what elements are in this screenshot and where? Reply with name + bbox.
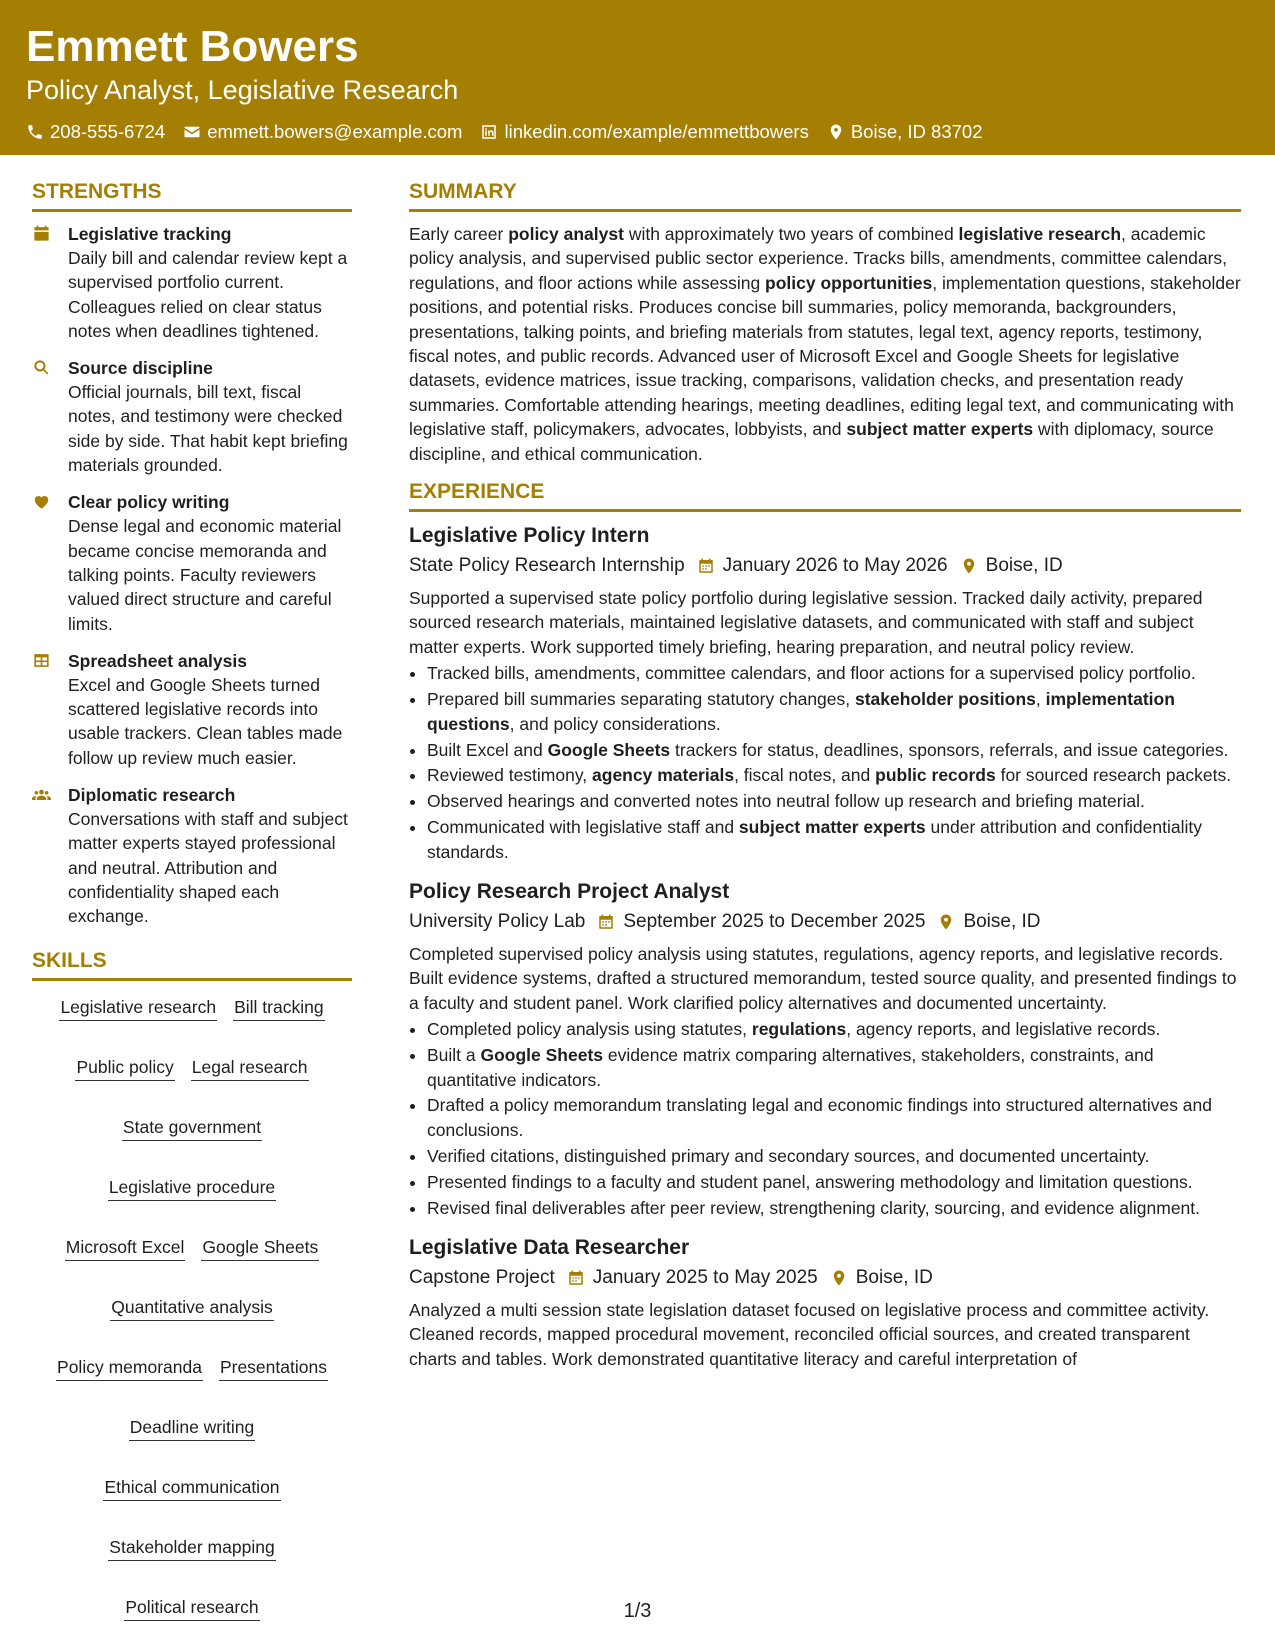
skill-tag: Quantitative analysis [110,1295,273,1321]
skill-tag: Microsoft Excel [65,1235,186,1261]
experience-heading: EXPERIENCE [409,478,1241,512]
contact-phone-text: 208-555-6724 [50,121,166,142]
job-bullet: • Completed policy analysis using statutes, regulations, agency reports, and legislative records. [427,1017,1241,1041]
strength-item [32,222,352,343]
skill-tag: Bill tracking [233,995,324,1021]
skill-tag: Public policy [75,1055,174,1081]
job-bullet: • Tracked bills, amendments, committee calendars, and floor actions for a supervised policy portfolio. [427,661,1241,685]
job-meta [409,552,1241,580]
strength-title: Clear policy writing [68,492,230,513]
skill-tag: Policy memoranda [56,1355,203,1381]
job-dates: January 2026 to May 2026 [722,555,948,577]
experience-list [409,522,1241,1371]
job-entry [409,522,1241,864]
job-description: Supported a supervised state policy portfolio during legislative session. Tracked daily activity, prepared sourced research materials, maintained legislative datasets, and communicated with staff and subject matter experts. Work supported timely briefing, hearing preparation, and neutral policy review. [409,588,1203,657]
strength-desc: Dense legal and economic material became concise memoranda and talking points. Faculty reviewers valued direct structure and careful limits. [68,516,342,634]
skill-tag: Legislative research [59,995,217,1021]
strength-item [32,649,352,770]
candidate-name: Emmett Bowers [26,22,359,71]
skill-tag: Deadline writing [129,1415,256,1441]
candidate-title: Policy Analyst, Legislative Research [26,75,459,105]
linkedin-icon [480,123,498,141]
job-bullet: • Drafted a policy memorandum translating legal and economic findings into structured alternatives and conclusions. [427,1093,1241,1142]
skill-tag: Stakeholder mapping [108,1535,275,1561]
summary-heading: SUMMARY [409,178,1241,212]
job-org: Capstone Project [409,1267,555,1288]
heart-icon [32,492,51,511]
skill-tag: Presentations [219,1355,328,1381]
strength-title: Spreadsheet analysis [68,650,247,671]
job-bullet: • Communicated with legislative staff and subject matter experts under attribution and confidentiality standards. [427,815,1241,864]
location-pin-icon [830,1269,848,1287]
contact-bar [26,120,1249,144]
job-bullet: • Prepared bill summaries separating statutory changes, stakeholder positions, implementation questions, and policy considerations. [427,687,1241,736]
skill-tag: Legislative procedure [108,1175,276,1201]
strength-desc: Excel and Google Sheets turned scattered legislative records into usable trackers. Clean tables made follow up review much easier. [68,674,343,768]
calendar-icon [32,224,51,243]
strength-desc: Official journals, bill text, fiscal notes, and testimony were checked side by side. That habit kept briefing materials grounded. [68,382,348,476]
envelope-icon [183,123,201,141]
job-bullet: • Built Excel and Google Sheets trackers for status, deadlines, sponsors, referrals, and issue categories. [427,738,1241,762]
job-meta [409,1264,1241,1292]
job-title: Legislative Policy Intern [409,524,650,548]
strengths-heading: STRENGTHS [32,178,352,212]
job-location: Boise, ID [985,555,1063,577]
job-bullet: • Revised final deliverables after peer review, strengthening clarity, sourcing, and evidence alignment. [427,1196,1241,1220]
phone-icon [26,123,44,141]
contact-email-text: emmett.bowers@example.com [207,121,463,142]
summary-text: Early career policy analyst with approximately two years of combined legislative research, academic policy analysis, and supervised public sector experience. Tracks bills, amendments, committee calendars, regulations, and floor actions while assessing policy opportunities, implementation questions, stakeholder positions, and potential risks. Produces concise bill summaries, policy memoranda, backgrounders, presentations, talking points, and briefing materials from statutes, legal text, agency reports, testimony, fiscal notes, and public records. Advanced user of Microsoft Excel and Google Sheets for legislative datasets, evidence matrices, issue tracking, comparisons, validation checks, and presentation ready summaries. Comfortable attending hearings, meeting deadlines, editing legal text, and communicating with legislative staff, policymakers, advocates, lobbyists, and subject matter experts with diplomacy, source discipline, and ethical communication. [409,224,1241,464]
job-dates: September 2025 to December 2025 [623,911,926,933]
job-bullet: • Presented findings to a faculty and student panel, answering methodology and limitation questions. [427,1170,1241,1194]
calendar-icon [697,557,715,575]
calendar-icon [567,1269,585,1287]
job-bullets [409,661,1241,864]
skill-tag: Legal research [191,1055,309,1081]
contact-linkedin[interactable] [480,120,808,144]
skill-tag: State government [122,1115,262,1141]
location-pin-icon [960,557,978,575]
contact-linkedin-text: linkedin.com/example/emmettbowers [504,121,809,142]
contact-location [827,120,983,144]
contact-phone[interactable] [26,120,165,144]
job-dates: January 2025 to May 2025 [592,1267,818,1288]
job-description: Analyzed a multi session state legislation dataset focused on legislative process and committee activity. Cleaned records, mapped procedural movement, reconciled official sources, and created transparent charts and tables. Work demonstrated quantitative literacy and careful interpretation of [409,1300,1210,1369]
job-bullets [409,1017,1241,1220]
strength-item [32,490,352,635]
skills-list [32,995,352,1621]
table-icon [32,651,51,670]
strength-desc: Daily bill and calendar review kept a supervised portfolio current. Colleagues relied on clear status notes when deadlines tightened. [68,248,348,341]
job-bullet: • Verified citations, distinguished primary and secondary sources, and documented uncertainty. [427,1144,1241,1168]
job-location: Boise, ID [855,1267,933,1288]
job-org: State Policy Research Internship [409,555,685,577]
right-column [409,178,1241,1385]
skill-tag: Ethical communication [103,1475,280,1501]
job-meta [409,908,1241,936]
contact-location-text: Boise, ID 83702 [850,121,983,142]
job-bullet: • Reviewed testimony, agency materials, fiscal notes, and public records for sourced research packets. [427,763,1241,787]
job-description: Completed supervised policy analysis using statutes, regulations, agency reports, and legislative records. Built evidence systems, drafted a structured memorandum, tested source quality, and presented findings to a faculty and student panel. Work clarified policy alternatives and documented uncertainty. [409,944,1237,1013]
job-bullet: • Observed hearings and converted notes into neutral follow up research and briefing material. [427,789,1241,813]
strength-item [32,356,352,477]
contact-email[interactable] [183,120,462,144]
strength-item [32,783,352,928]
skill-tag: Google Sheets [201,1235,319,1261]
strength-title: Legislative tracking [68,224,232,244]
job-entry [409,1234,1241,1371]
users-icon [32,785,51,804]
strength-desc: Conversations with staff and subject matter experts stayed professional and neutral. Attribution and confidentiality shaped each exchange. [68,809,348,927]
job-org: University Policy Lab [409,911,586,933]
strength-title: Source discipline [68,358,213,379]
location-pin-icon [937,913,955,931]
job-title: Legislative Data Researcher [409,1236,690,1259]
location-pin-icon [827,123,845,141]
job-bullet: • Built a Google Sheets evidence matrix comparing alternatives, stakeholders, constraints, and quantitative indicators. [427,1043,1241,1092]
job-entry [409,878,1241,1220]
skill-tag: Political research [124,1595,259,1621]
job-location: Boise, ID [963,911,1041,933]
strength-title: Diplomatic research [68,785,236,806]
left-column [32,178,352,1621]
calendar-icon [597,913,615,931]
job-title: Policy Research Project Analyst [409,880,730,904]
skills-heading: SKILLS [32,947,352,981]
page-number: 1/3 [623,1600,652,1622]
search-icon [32,358,51,377]
resume-header [0,0,1275,155]
